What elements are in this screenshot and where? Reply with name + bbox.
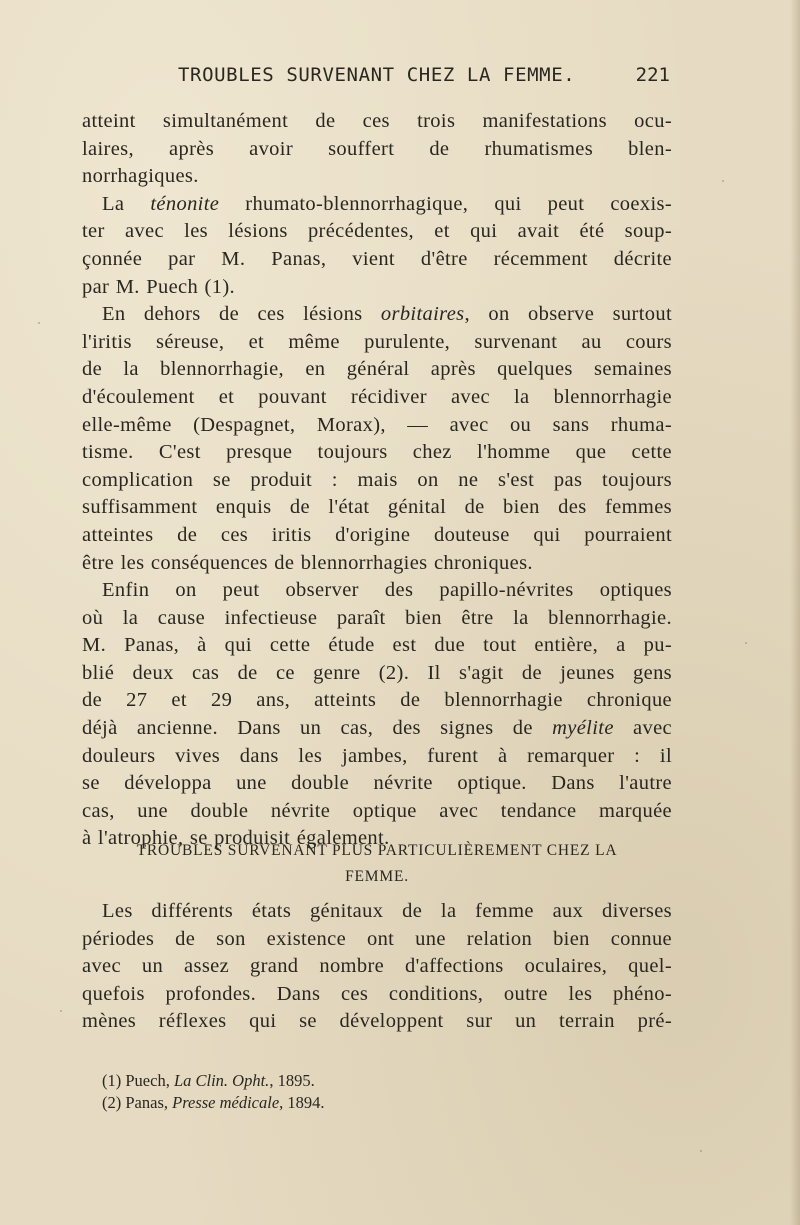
text-line: norrhagiques. [82, 165, 199, 188]
section-text [82, 898, 672, 1036]
text-line: quefois profondes. Dans ces conditions, outre les phéno- [82, 982, 672, 1005]
text-line: La ténonite rhumato-blennorrhagique, qui peut coexis- [102, 192, 673, 215]
paragraph [82, 577, 672, 853]
text-line: laires, après avoir souffert de rhumatismes blen- [82, 137, 672, 160]
text-line: complication se produit : mais on ne s'est pas toujours [82, 468, 672, 491]
italic-term: myélite [552, 717, 614, 740]
text-line: atteintes de ces iritis d'origine douteuse qui pourraient [82, 523, 672, 546]
text-line: tisme. C'est presque toujours chez l'homme que cette [82, 441, 672, 464]
text-line: atteint simultanément de ces trois manifestations ocu- [82, 110, 672, 132]
section-heading-line: TROUBLES SURVENANT PLUS PARTICULIÈREMENT CHEZ LA [136, 842, 618, 859]
text-line: avec un assez grand nombre d'affections oculaires, quel- [82, 955, 672, 978]
footnotes [102, 1070, 662, 1114]
footnote-source: La Clin. Opht. [173, 1071, 270, 1090]
page-number: 221 [635, 64, 670, 86]
text-line: périodes de son existence ont une relation bien connue [82, 927, 672, 950]
text-line: de la blennorrhagie, en général après quelques semaines [82, 358, 672, 381]
paragraph [82, 191, 672, 301]
text-line: où la cause infectieuse paraît bien être la blennorrhagie. [82, 606, 672, 629]
text-line: douleurs vives dans les jambes, furent à remarquer : il [82, 744, 672, 767]
section-heading-line: FEMME. [345, 868, 409, 885]
text-line: à l'atrophie, se produisit également. [82, 827, 390, 850]
footnote: (2) Panas, Presse médicale, 1894. [102, 1093, 325, 1112]
text-line: se développa une double névrite optique. Dans l'autre [82, 772, 672, 795]
section-heading [82, 838, 672, 890]
footnote-source: Presse médicale [172, 1093, 280, 1112]
text-line: elle-même (Despagnet, Morax), — avec ou sans rhuma- [82, 413, 672, 436]
italic-term: orbitaires [380, 303, 465, 326]
page-edge-shadow [790, 0, 800, 1225]
text-line: Enfin on peut observer des papillo-névrites optiques [102, 579, 672, 602]
running-title: TROUBLES SURVENANT CHEZ LA FEMME. [178, 64, 576, 86]
paragraph [82, 108, 672, 191]
main-text [82, 108, 672, 853]
text-line: M. Panas, à qui cette étude est due tout entière, a pu- [82, 634, 672, 657]
paper-speck [38, 322, 40, 324]
text-line: çonnée par M. Panas, vient d'être récemment décrite [82, 247, 672, 270]
paper-speck [745, 642, 747, 644]
text-line: mènes réflexes qui se développent sur un terrain pré- [82, 1010, 672, 1033]
paragraph [82, 301, 672, 577]
text-line: de 27 et 29 ans, atteints de blennorrhagie chronique [82, 689, 672, 712]
footnote: (1) Puech, La Clin. Opht., 1895. [102, 1071, 315, 1090]
text-line: déjà ancienne. Dans un cas, des signes de myélite avec [82, 717, 672, 740]
text-line: Les différents états génitaux de la femme aux diverses [102, 900, 672, 922]
paper-speck [700, 1150, 702, 1152]
paragraph [82, 898, 672, 1036]
italic-term: ténonite [150, 192, 220, 215]
text-line: d'écoulement et pouvant récidiver avec la blennorrhagie [82, 385, 672, 408]
text-line: cas, une double névrite optique avec tendance marquée [82, 799, 672, 822]
text-line: blié deux cas de ce genre (2). Il s'agit de jeunes gens [82, 661, 672, 684]
text-line: suffisamment enquis de l'état génital de bien des femmes [82, 496, 672, 519]
paper-speck [60, 1010, 62, 1012]
running-head [178, 64, 670, 90]
text-line: l'iritis séreuse, et même purulente, survenant au cours [82, 330, 672, 353]
text-line: En dehors de ces lésions orbitaires, on observe surtout [102, 303, 672, 326]
text-line: ter avec les lésions précédentes, et qui avait été soup- [82, 220, 672, 243]
text-line: être les conséquences de blennorrhagies chroniques. [82, 551, 533, 574]
paper-speck [722, 180, 724, 182]
text-line: par M. Puech (1). [82, 275, 235, 298]
